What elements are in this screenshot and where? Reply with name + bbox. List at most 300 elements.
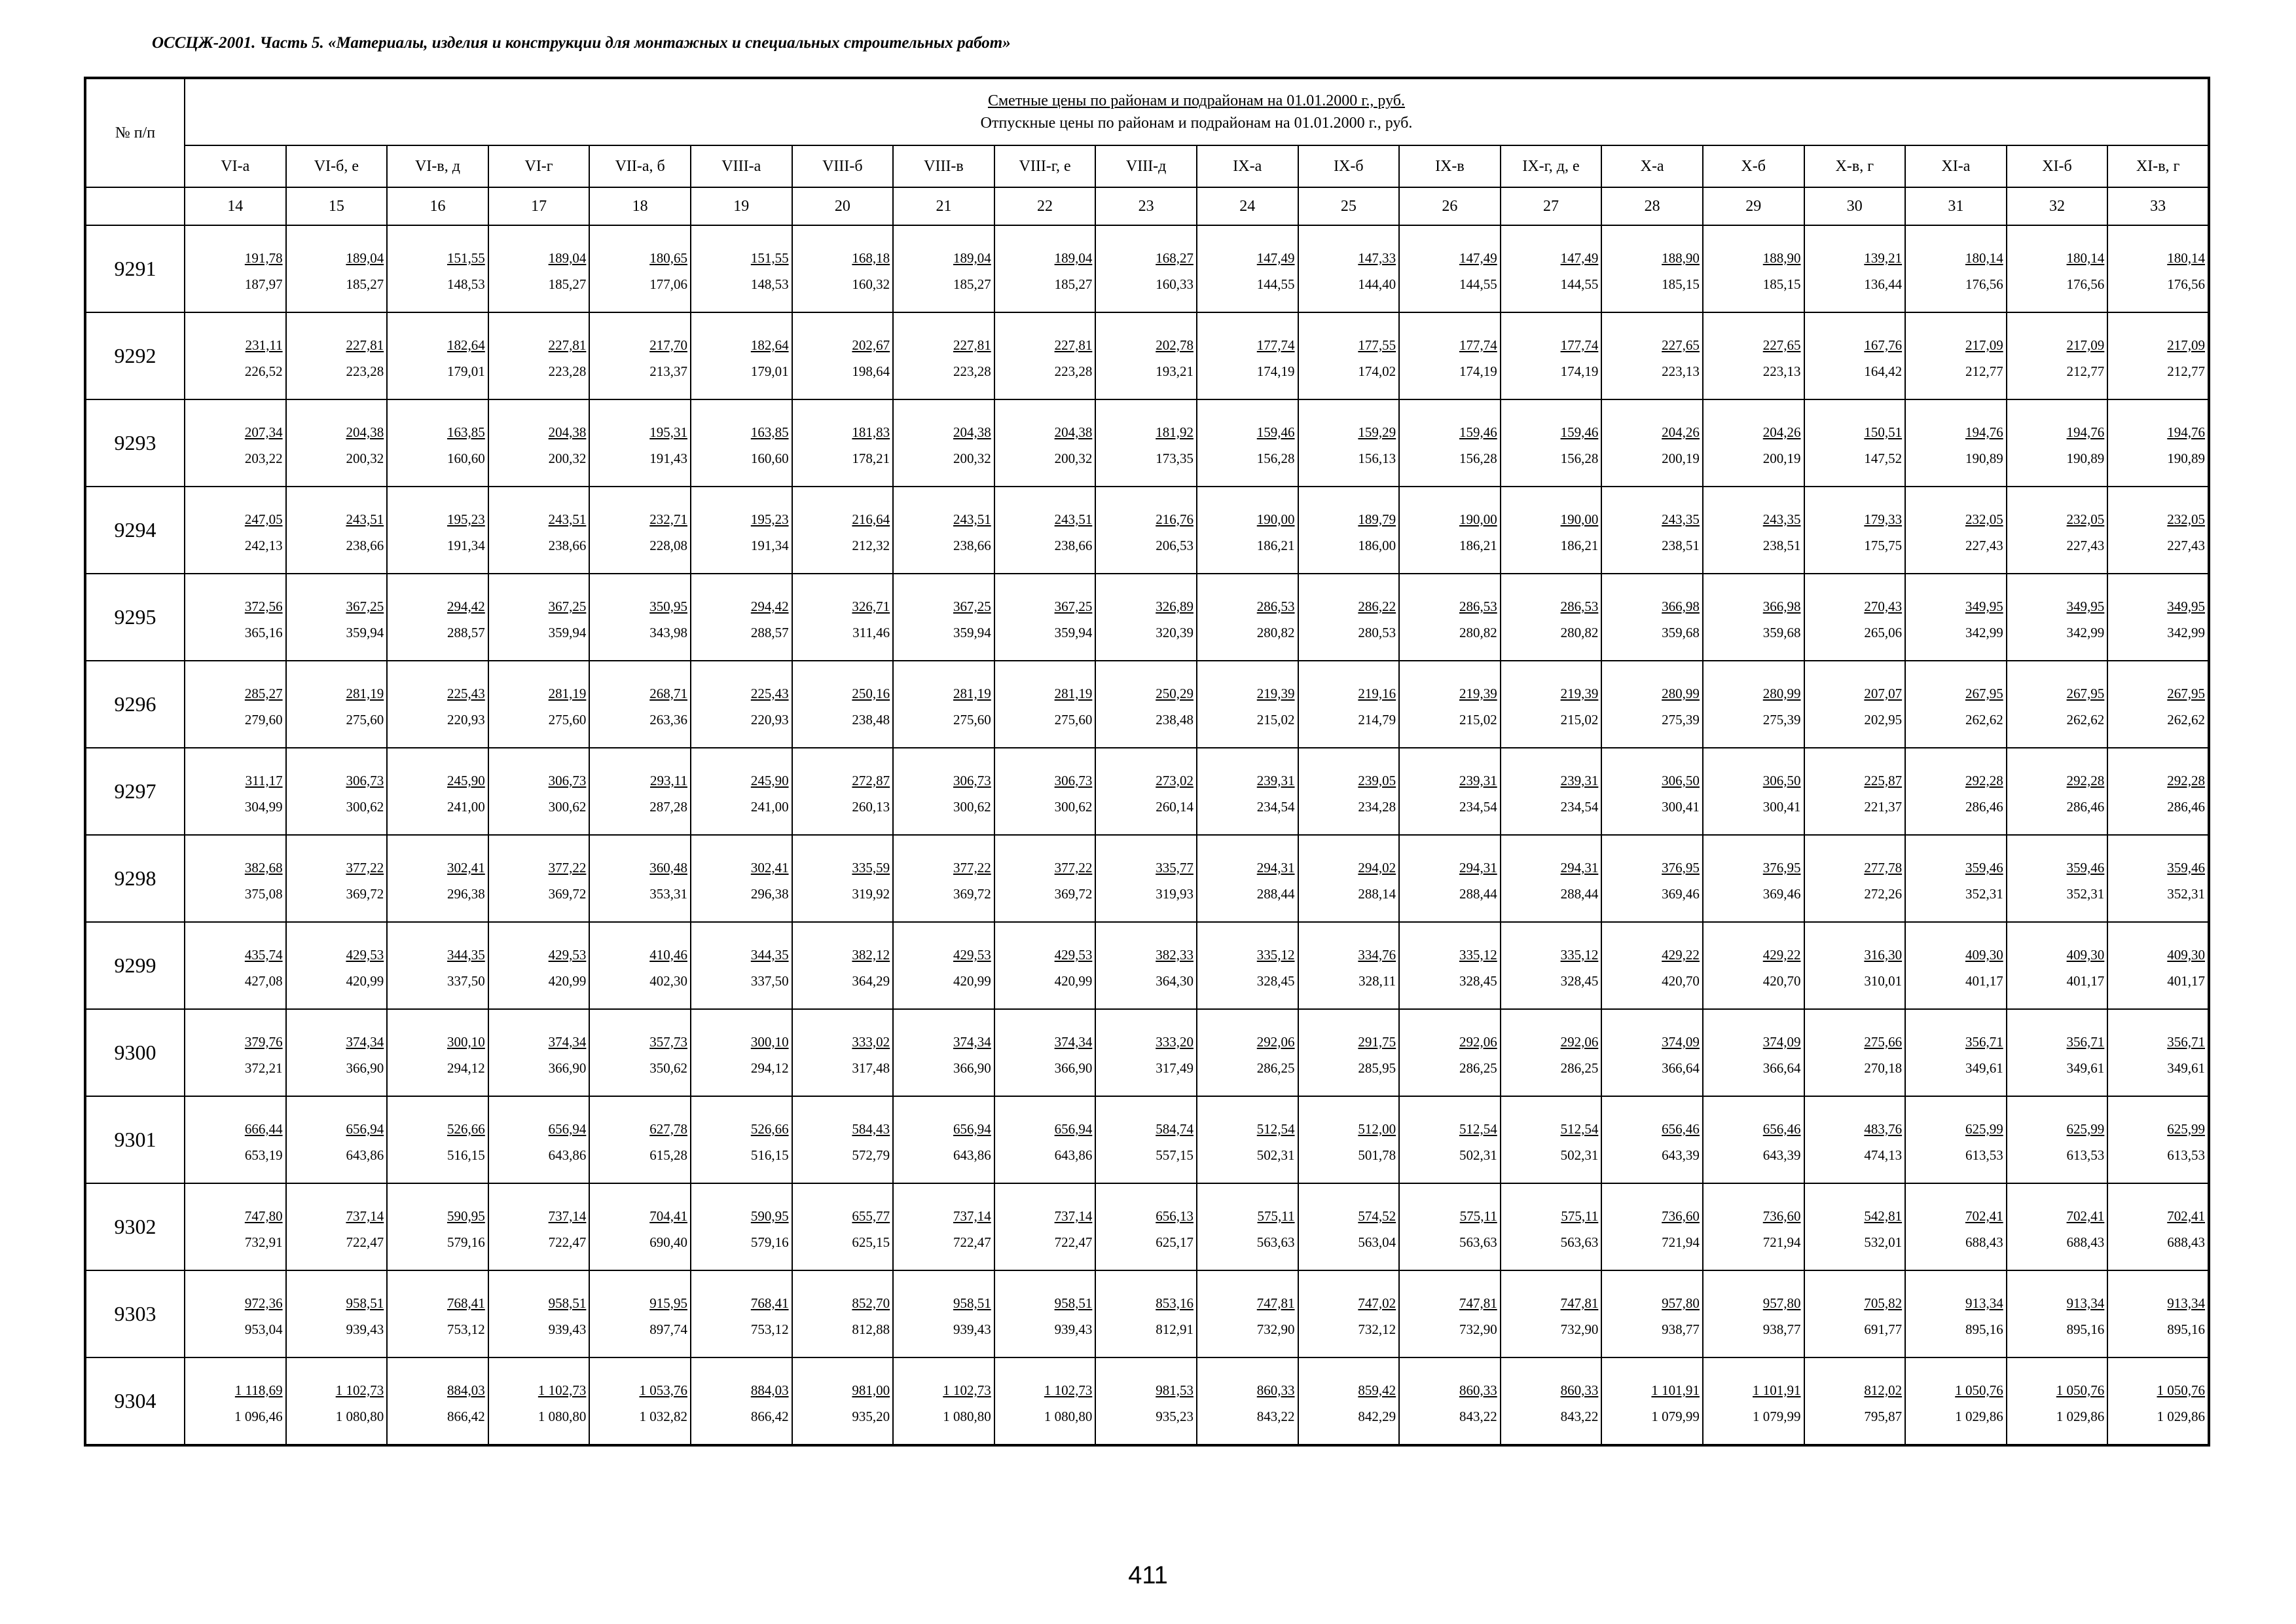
estimate-price: 344,35 bbox=[750, 946, 789, 963]
release-price: 311,46 bbox=[852, 624, 890, 640]
price-cell bbox=[1095, 574, 1197, 661]
estimate-price: 250,29 bbox=[1156, 685, 1194, 701]
price-cell bbox=[893, 225, 994, 312]
estimate-price: 526,66 bbox=[750, 1120, 789, 1137]
price-cell bbox=[1905, 1009, 2007, 1096]
release-price: 1 080,80 bbox=[943, 1408, 991, 1424]
price-cell bbox=[2007, 1183, 2108, 1270]
release-price: 223,13 bbox=[1662, 363, 1700, 379]
price-cell bbox=[1804, 399, 1906, 487]
price-cell bbox=[1601, 661, 1703, 748]
release-price: 691,77 bbox=[1864, 1321, 1903, 1337]
table-row bbox=[85, 1270, 2209, 1357]
price-cell bbox=[1703, 1357, 1804, 1445]
release-price: 366,64 bbox=[1762, 1060, 1801, 1076]
release-price: 353,31 bbox=[649, 885, 687, 902]
release-price: 220,93 bbox=[750, 711, 789, 728]
region-header: VIII-г, е bbox=[994, 145, 1096, 187]
estimate-price: 584,43 bbox=[852, 1120, 890, 1137]
estimate-price: 526,66 bbox=[447, 1120, 485, 1137]
estimate-price: 300,10 bbox=[750, 1033, 789, 1050]
price-cell bbox=[488, 748, 590, 835]
release-price: 191,34 bbox=[447, 537, 485, 553]
estimate-price: 181,92 bbox=[1156, 424, 1194, 440]
price-cell bbox=[589, 574, 691, 661]
price-cell bbox=[1197, 835, 1298, 922]
release-price: 288,44 bbox=[1560, 885, 1599, 902]
release-price: 300,62 bbox=[953, 798, 991, 815]
release-price: 238,66 bbox=[548, 537, 587, 553]
release-price: 200,32 bbox=[1054, 450, 1093, 466]
price-cell bbox=[1501, 574, 1602, 661]
release-price: 238,48 bbox=[1156, 711, 1194, 728]
price-cell bbox=[994, 1270, 1096, 1357]
price-cell bbox=[589, 487, 691, 574]
estimate-price: 268,71 bbox=[649, 685, 687, 701]
region-header: IX-а bbox=[1197, 145, 1298, 187]
estimate-price: 349,95 bbox=[2167, 598, 2205, 614]
price-cell bbox=[286, 1183, 388, 1270]
release-price: 213,37 bbox=[649, 363, 687, 379]
release-price: 262,62 bbox=[1965, 711, 2003, 728]
table-row bbox=[85, 1357, 2209, 1445]
price-cell bbox=[1095, 487, 1197, 574]
release-price: 563,63 bbox=[1459, 1234, 1497, 1250]
estimate-price: 367,25 bbox=[1054, 598, 1093, 614]
estimate-price: 188,90 bbox=[1662, 249, 1700, 266]
price-cell bbox=[994, 1357, 1096, 1445]
price-cell bbox=[691, 399, 792, 487]
release-price: 288,44 bbox=[1256, 885, 1295, 902]
release-price: 212,77 bbox=[1965, 363, 2003, 379]
price-cell bbox=[1501, 835, 1602, 922]
price-cell bbox=[1804, 661, 1906, 748]
release-price: 939,43 bbox=[1054, 1321, 1093, 1337]
price-cell bbox=[286, 487, 388, 574]
estimate-price: 204,38 bbox=[1054, 424, 1093, 440]
price-cell bbox=[1501, 399, 1602, 487]
header-title-row bbox=[85, 78, 2209, 145]
region-header: VIII-д bbox=[1095, 145, 1197, 187]
release-prices-title: Отпускные цены по районам и подрайонам на 01.01.2000 г., руб. bbox=[980, 115, 1413, 132]
release-price: 613,53 bbox=[2066, 1147, 2105, 1163]
release-price: 337,50 bbox=[447, 972, 485, 989]
price-cell bbox=[286, 312, 388, 399]
price-cell bbox=[691, 835, 792, 922]
release-price: 223,28 bbox=[953, 363, 991, 379]
price-cell bbox=[185, 312, 286, 399]
estimate-price: 884,03 bbox=[447, 1382, 485, 1398]
price-cell bbox=[1197, 225, 1298, 312]
estimate-price: 151,55 bbox=[447, 249, 485, 266]
release-price: 144,55 bbox=[1459, 276, 1497, 292]
release-price: 613,53 bbox=[1965, 1147, 2003, 1163]
estimate-price: 189,04 bbox=[1054, 249, 1093, 266]
price-cell bbox=[387, 1096, 488, 1183]
release-price: 1 080,80 bbox=[538, 1408, 587, 1424]
estimate-price: 225,43 bbox=[447, 685, 485, 701]
estimate-price: 202,67 bbox=[852, 337, 890, 353]
price-cell bbox=[893, 1009, 994, 1096]
release-price: 579,16 bbox=[750, 1234, 789, 1250]
estimate-price: 958,51 bbox=[1054, 1295, 1093, 1311]
release-price: 179,01 bbox=[750, 363, 789, 379]
table-body bbox=[85, 225, 2209, 1445]
release-price: 420,70 bbox=[1762, 972, 1801, 989]
price-cell bbox=[1298, 748, 1400, 835]
price-cell bbox=[1197, 1270, 1298, 1357]
column-index: 26 bbox=[1399, 187, 1501, 225]
price-cell bbox=[286, 1357, 388, 1445]
release-price: 732,91 bbox=[244, 1234, 283, 1250]
price-cell bbox=[1095, 225, 1197, 312]
release-price: 227,43 bbox=[2167, 537, 2205, 553]
price-cell bbox=[1804, 748, 1906, 835]
estimate-price: 147,33 bbox=[1358, 249, 1396, 266]
release-price: 369,72 bbox=[1054, 885, 1093, 902]
release-price: 812,88 bbox=[852, 1321, 890, 1337]
price-cell bbox=[2107, 661, 2209, 748]
estimate-price: 182,64 bbox=[447, 337, 485, 353]
price-cell bbox=[488, 225, 590, 312]
price-cell bbox=[1399, 661, 1501, 748]
price-cell bbox=[1703, 1009, 1804, 1096]
estimate-price: 349,95 bbox=[1965, 598, 2003, 614]
price-cell bbox=[387, 312, 488, 399]
estimate-price: 285,27 bbox=[244, 685, 283, 701]
region-header: XI-б bbox=[2007, 145, 2108, 187]
release-price: 185,27 bbox=[1054, 276, 1093, 292]
region-header: VIII-в bbox=[893, 145, 994, 187]
estimate-price: 286,53 bbox=[1256, 598, 1295, 614]
column-index: 18 bbox=[589, 187, 691, 225]
price-cell bbox=[286, 748, 388, 835]
price-cell bbox=[1601, 922, 1703, 1009]
release-price: 563,04 bbox=[1358, 1234, 1396, 1250]
estimate-price: 139,21 bbox=[1864, 249, 1903, 266]
estimate-price: 335,77 bbox=[1156, 859, 1194, 876]
price-cell bbox=[1399, 574, 1501, 661]
release-price: 1 029,86 bbox=[2056, 1408, 2105, 1424]
release-price: 366,64 bbox=[1662, 1060, 1700, 1076]
estimate-price: 306,73 bbox=[953, 772, 991, 788]
release-price: 262,62 bbox=[2167, 711, 2205, 728]
price-cell bbox=[1501, 922, 1602, 1009]
release-price: 401,17 bbox=[1965, 972, 2003, 989]
row-number: 9297 bbox=[85, 748, 185, 835]
table-row bbox=[85, 748, 2209, 835]
price-cell bbox=[387, 1009, 488, 1096]
release-price: 190,89 bbox=[2066, 450, 2105, 466]
estimate-price: 311,17 bbox=[245, 772, 283, 788]
estimate-price: 747,81 bbox=[1560, 1295, 1599, 1311]
price-cell bbox=[2107, 1357, 2209, 1445]
estimate-price: 859,42 bbox=[1358, 1382, 1396, 1398]
release-price: 174,19 bbox=[1256, 363, 1295, 379]
estimate-price: 627,78 bbox=[649, 1120, 687, 1137]
price-cell bbox=[691, 1270, 792, 1357]
region-header: VIII-б bbox=[792, 145, 894, 187]
column-index: 24 bbox=[1197, 187, 1298, 225]
price-cell bbox=[1804, 1357, 1906, 1445]
estimate-price: 159,46 bbox=[1459, 424, 1497, 440]
estimate-price: 168,27 bbox=[1156, 249, 1194, 266]
price-title-header bbox=[185, 78, 2209, 145]
release-price: 939,43 bbox=[346, 1321, 384, 1337]
estimate-price: 915,95 bbox=[649, 1295, 687, 1311]
estimate-price: 335,59 bbox=[852, 859, 890, 876]
release-price: 1 096,46 bbox=[234, 1408, 283, 1424]
release-price: 364,29 bbox=[852, 972, 890, 989]
price-cell bbox=[589, 312, 691, 399]
estimate-price: 656,94 bbox=[1054, 1120, 1093, 1137]
estimate-price: 286,53 bbox=[1560, 598, 1599, 614]
table-row bbox=[85, 1096, 2209, 1183]
estimate-price: 190,00 bbox=[1560, 511, 1599, 527]
release-price: 275,39 bbox=[1662, 711, 1700, 728]
estimate-price: 335,12 bbox=[1256, 946, 1295, 963]
price-cell bbox=[1703, 487, 1804, 574]
price-cell bbox=[1601, 487, 1703, 574]
estimate-price: 359,46 bbox=[1965, 859, 2003, 876]
price-cell bbox=[1601, 1270, 1703, 1357]
release-price: 286,46 bbox=[2167, 798, 2205, 815]
release-price: 203,22 bbox=[244, 450, 283, 466]
estimate-price: 736,60 bbox=[1662, 1208, 1700, 1224]
price-cell bbox=[792, 922, 894, 1009]
estimate-price: 333,02 bbox=[852, 1033, 890, 1050]
region-header: IX-в bbox=[1399, 145, 1501, 187]
release-price: 812,91 bbox=[1156, 1321, 1194, 1337]
price-cell bbox=[488, 1183, 590, 1270]
release-price: 938,77 bbox=[1662, 1321, 1700, 1337]
running-head: ОССЦЖ-2001. Часть 5. «Материалы, изделия и конструкции для монтажных и специальных строительных работ» bbox=[152, 34, 1011, 52]
price-cell bbox=[1095, 1183, 1197, 1270]
price-cell bbox=[1399, 835, 1501, 922]
release-price: 174,02 bbox=[1358, 363, 1396, 379]
estimate-price: 219,39 bbox=[1560, 685, 1599, 701]
price-cell bbox=[2007, 312, 2108, 399]
price-table bbox=[84, 77, 2210, 1447]
estimate-price: 377,22 bbox=[548, 859, 587, 876]
release-price: 280,82 bbox=[1256, 624, 1295, 640]
price-cell bbox=[185, 748, 286, 835]
price-cell bbox=[2007, 748, 2108, 835]
estimate-price: 372,56 bbox=[244, 598, 283, 614]
table-row bbox=[85, 922, 2209, 1009]
release-price: 366,90 bbox=[548, 1060, 587, 1076]
price-cell bbox=[893, 399, 994, 487]
price-cell bbox=[286, 399, 388, 487]
price-cell bbox=[1804, 835, 1906, 922]
price-cell bbox=[691, 574, 792, 661]
price-cell bbox=[1905, 1270, 2007, 1357]
estimate-price: 207,07 bbox=[1864, 685, 1903, 701]
release-price: 288,14 bbox=[1358, 885, 1396, 902]
estimate-price: 294,42 bbox=[447, 598, 485, 614]
estimate-price: 768,41 bbox=[447, 1295, 485, 1311]
estimate-price: 957,80 bbox=[1762, 1295, 1801, 1311]
release-price: 286,46 bbox=[1965, 798, 2003, 815]
estimate-price: 958,51 bbox=[548, 1295, 587, 1311]
estimate-price: 147,49 bbox=[1459, 249, 1497, 266]
estimate-price: 981,00 bbox=[852, 1382, 890, 1398]
estimate-price: 232,05 bbox=[2066, 511, 2105, 527]
estimate-price: 884,03 bbox=[750, 1382, 789, 1398]
price-cell bbox=[691, 1096, 792, 1183]
release-price: 643,86 bbox=[548, 1147, 587, 1163]
release-price: 372,21 bbox=[244, 1060, 283, 1076]
estimate-price: 189,04 bbox=[346, 249, 384, 266]
price-cell bbox=[1197, 312, 1298, 399]
price-cell bbox=[893, 661, 994, 748]
estimate-price: 225,87 bbox=[1864, 772, 1903, 788]
release-price: 1 079,99 bbox=[1753, 1408, 1801, 1424]
price-cell bbox=[1399, 1096, 1501, 1183]
price-cell bbox=[1703, 661, 1804, 748]
estimate-price: 958,51 bbox=[346, 1295, 384, 1311]
estimate-price: 219,39 bbox=[1256, 685, 1295, 701]
estimate-price: 376,95 bbox=[1662, 859, 1700, 876]
column-index: 20 bbox=[792, 187, 894, 225]
release-price: 420,99 bbox=[346, 972, 384, 989]
estimate-price: 666,44 bbox=[244, 1120, 283, 1137]
release-price: 953,04 bbox=[244, 1321, 283, 1337]
row-number: 9300 bbox=[85, 1009, 185, 1096]
estimate-price: 267,95 bbox=[2066, 685, 2105, 701]
column-index: 21 bbox=[893, 187, 994, 225]
estimate-price: 217,09 bbox=[1965, 337, 2003, 353]
row-number: 9299 bbox=[85, 922, 185, 1009]
estimate-price: 429,22 bbox=[1662, 946, 1700, 963]
price-cell bbox=[185, 1357, 286, 1445]
release-price: 722,47 bbox=[953, 1234, 991, 1250]
release-price: 200,32 bbox=[953, 450, 991, 466]
column-index: 17 bbox=[488, 187, 590, 225]
estimate-price: 294,42 bbox=[750, 598, 789, 614]
price-cell bbox=[1197, 487, 1298, 574]
price-cell bbox=[1298, 312, 1400, 399]
release-price: 220,93 bbox=[447, 711, 485, 728]
estimate-price: 302,41 bbox=[447, 859, 485, 876]
release-price: 263,36 bbox=[649, 711, 687, 728]
release-price: 359,94 bbox=[1054, 624, 1093, 640]
row-number: 9293 bbox=[85, 399, 185, 487]
estimate-price: 180,65 bbox=[649, 249, 687, 266]
release-price: 625,17 bbox=[1156, 1234, 1194, 1250]
estimate-price: 204,26 bbox=[1662, 424, 1700, 440]
price-cell bbox=[185, 574, 286, 661]
estimate-price: 191,78 bbox=[244, 249, 283, 266]
estimate-price: 179,33 bbox=[1864, 511, 1903, 527]
estimate-price: 291,75 bbox=[1358, 1033, 1396, 1050]
release-price: 317,49 bbox=[1156, 1060, 1194, 1076]
price-cell bbox=[1703, 1096, 1804, 1183]
release-price: 286,25 bbox=[1459, 1060, 1497, 1076]
release-price: 234,54 bbox=[1256, 798, 1295, 815]
release-price: 198,64 bbox=[852, 363, 890, 379]
estimate-price: 335,12 bbox=[1459, 946, 1497, 963]
release-price: 843,22 bbox=[1560, 1408, 1599, 1424]
price-cell bbox=[1298, 1009, 1400, 1096]
estimate-price: 217,09 bbox=[2167, 337, 2205, 353]
estimate-price: 429,22 bbox=[1762, 946, 1801, 963]
release-price: 275,60 bbox=[1054, 711, 1093, 728]
price-cell bbox=[1197, 922, 1298, 1009]
release-price: 688,43 bbox=[2167, 1234, 2205, 1250]
price-cell bbox=[185, 661, 286, 748]
release-price: 688,43 bbox=[1965, 1234, 2003, 1250]
release-price: 185,15 bbox=[1662, 276, 1700, 292]
estimate-price: 512,54 bbox=[1256, 1120, 1295, 1137]
price-cell bbox=[1703, 835, 1804, 922]
price-cell bbox=[1601, 1009, 1703, 1096]
num-index-cell bbox=[85, 187, 185, 225]
price-cell bbox=[589, 1183, 691, 1270]
estimate-price: 294,31 bbox=[1459, 859, 1497, 876]
price-cell bbox=[2007, 661, 2108, 748]
price-cell bbox=[387, 399, 488, 487]
release-price: 843,22 bbox=[1459, 1408, 1497, 1424]
price-cell bbox=[792, 574, 894, 661]
estimate-price: 239,05 bbox=[1358, 772, 1396, 788]
estimate-price: 957,80 bbox=[1662, 1295, 1700, 1311]
estimate-price: 227,81 bbox=[346, 337, 384, 353]
release-price: 200,19 bbox=[1762, 450, 1801, 466]
release-price: 242,13 bbox=[244, 537, 283, 553]
release-price: 365,16 bbox=[244, 624, 283, 640]
estimate-price: 913,34 bbox=[2066, 1295, 2105, 1311]
region-header: XI-а bbox=[1905, 145, 2007, 187]
row-number: 9292 bbox=[85, 312, 185, 399]
estimate-price: 737,14 bbox=[1054, 1208, 1093, 1224]
release-price: 156,13 bbox=[1358, 450, 1396, 466]
price-cell bbox=[1905, 1357, 2007, 1445]
estimate-price: 188,90 bbox=[1762, 249, 1801, 266]
estimate-price: 747,02 bbox=[1358, 1295, 1396, 1311]
release-price: 212,32 bbox=[852, 537, 890, 553]
estimate-price: 204,38 bbox=[346, 424, 384, 440]
estimate-price: 704,41 bbox=[649, 1208, 687, 1224]
estimate-price: 182,64 bbox=[750, 337, 789, 353]
price-cell bbox=[1501, 1009, 1602, 1096]
price-cell bbox=[1095, 748, 1197, 835]
price-cell bbox=[185, 1009, 286, 1096]
estimate-price: 575,11 bbox=[1257, 1208, 1295, 1224]
release-price: 200,19 bbox=[1662, 450, 1700, 466]
estimate-price: 860,33 bbox=[1459, 1382, 1497, 1398]
price-cell bbox=[1703, 312, 1804, 399]
release-price: 212,77 bbox=[2066, 363, 2105, 379]
estimate-price: 958,51 bbox=[953, 1295, 991, 1311]
estimate-price: 334,76 bbox=[1358, 946, 1396, 963]
price-cell bbox=[286, 1270, 388, 1357]
estimate-price: 1 101,91 bbox=[1753, 1382, 1801, 1398]
price-cell bbox=[1601, 399, 1703, 487]
estimate-price: 204,38 bbox=[953, 424, 991, 440]
price-cell bbox=[1501, 487, 1602, 574]
estimate-price: 1 102,73 bbox=[1044, 1382, 1093, 1398]
price-cell bbox=[1905, 922, 2007, 1009]
estimate-price: 272,87 bbox=[852, 772, 890, 788]
column-index: 22 bbox=[994, 187, 1096, 225]
release-price: 317,48 bbox=[852, 1060, 890, 1076]
table-row bbox=[85, 312, 2209, 399]
price-cell bbox=[1501, 1357, 1602, 1445]
release-price: 401,17 bbox=[2167, 972, 2205, 989]
price-cell bbox=[1905, 1183, 2007, 1270]
estimate-price: 204,26 bbox=[1762, 424, 1801, 440]
